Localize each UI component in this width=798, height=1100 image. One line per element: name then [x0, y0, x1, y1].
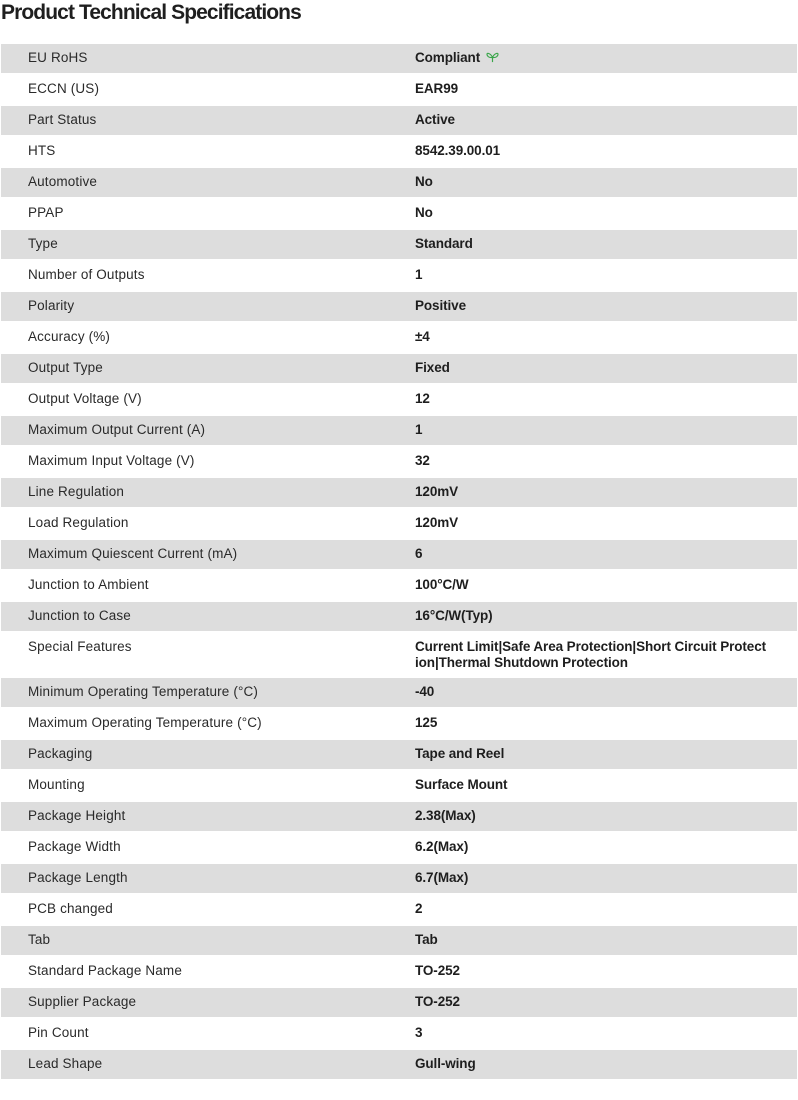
- spec-row-maximum-output-current-a: [1, 416, 797, 445]
- spec-value-cell: [389, 926, 797, 955]
- spec-row-line-regulation: [1, 478, 797, 507]
- spec-value-cell: [389, 678, 797, 707]
- spec-value: 125: [415, 715, 438, 730]
- spec-value-cell: [389, 230, 797, 259]
- spec-row-number-of-outputs: [1, 259, 797, 292]
- spec-label: Line Regulation: [28, 484, 125, 499]
- spec-value: No: [415, 174, 433, 189]
- spec-value: 100°C/W: [415, 577, 469, 592]
- spec-label: Package Height: [28, 808, 126, 823]
- spec-label: Mounting: [28, 777, 85, 792]
- spec-row-pcb-changed: [1, 893, 797, 926]
- spec-label: Automotive: [28, 174, 98, 189]
- spec-row-ppap: [1, 197, 797, 230]
- spec-row-maximum-operating-temperature-c: [1, 707, 797, 740]
- spec-value-cell: [389, 321, 797, 354]
- spec-value-cell: [389, 864, 797, 893]
- spec-value-cell: [389, 197, 797, 230]
- spec-label: Supplier Package: [28, 994, 137, 1009]
- spec-label: ECCN (US): [28, 81, 100, 96]
- spec-row-supplier-package: [1, 988, 797, 1017]
- spec-row-automotive: [1, 168, 797, 197]
- spec-label: PCB changed: [28, 901, 113, 916]
- spec-label: Output Voltage (V): [28, 391, 142, 406]
- spec-value: Tape and Reel: [415, 746, 505, 761]
- spec-row-polarity: [1, 292, 797, 321]
- spec-value-cell: [389, 1050, 797, 1079]
- spec-value: 16°C/W(Typ): [415, 608, 493, 623]
- spec-value: 12: [415, 391, 430, 406]
- spec-row-junction-to-ambient: [1, 569, 797, 602]
- spec-value-cell: [389, 135, 797, 168]
- spec-value: 2.38(Max): [415, 808, 476, 823]
- spec-row-mounting: [1, 769, 797, 802]
- spec-label: Output Type: [28, 360, 103, 375]
- spec-row-maximum-quiescent-current-ma: [1, 540, 797, 569]
- spec-row-maximum-input-voltage-v: [1, 445, 797, 478]
- spec-label: Maximum Output Current (A): [28, 422, 206, 437]
- spec-value: 2: [415, 901, 423, 916]
- spec-label: Junction to Ambient: [28, 577, 149, 592]
- spec-value-cell: [389, 106, 797, 135]
- spec-value-cell: [389, 707, 797, 740]
- spec-value-cell: [389, 292, 797, 321]
- spec-value: Fixed: [415, 360, 450, 375]
- spec-row-packaging: [1, 740, 797, 769]
- spec-label: Maximum Quiescent Current (mA): [28, 546, 238, 561]
- spec-row-package-length: [1, 864, 797, 893]
- spec-label: Pin Count: [28, 1025, 89, 1040]
- spec-value-cell: [389, 602, 797, 631]
- spec-row-package-width: [1, 831, 797, 864]
- spec-value-cell: [389, 955, 797, 988]
- spec-value-cell: [389, 507, 797, 540]
- spec-value-cell: [389, 73, 797, 106]
- spec-label: Maximum Input Voltage (V): [28, 453, 195, 468]
- spec-row-load-regulation: [1, 507, 797, 540]
- spec-row-accuracy: [1, 321, 797, 354]
- spec-row-lead-shape: [1, 1050, 797, 1079]
- spec-label: Load Regulation: [28, 515, 129, 530]
- spec-value: 120mV: [415, 484, 459, 499]
- spec-value-cell: [389, 383, 797, 416]
- spec-label: Standard Package Name: [28, 963, 182, 978]
- spec-row-junction-to-case: [1, 602, 797, 631]
- spec-row-tab: [1, 926, 797, 955]
- spec-value: Compliant: [415, 50, 481, 65]
- spec-label: Junction to Case: [28, 608, 131, 623]
- spec-label: Special Features: [28, 639, 132, 654]
- spec-value: -40: [415, 684, 435, 699]
- spec-value: No: [415, 205, 433, 220]
- spec-label: EU RoHS: [28, 50, 88, 65]
- spec-value-cell: [389, 569, 797, 602]
- spec-row-hts: [1, 135, 797, 168]
- spec-value-cell: [389, 540, 797, 569]
- spec-row-output-type: [1, 354, 797, 383]
- spec-value: EAR99: [415, 81, 459, 96]
- spec-value-cell: [389, 478, 797, 507]
- spec-value: 1: [415, 422, 423, 437]
- spec-value-cell: [389, 988, 797, 1017]
- spec-value: Positive: [415, 298, 466, 313]
- spec-row-package-height: [1, 802, 797, 831]
- spec-row-standard-package-name: [1, 955, 797, 988]
- spec-value: Active: [415, 112, 455, 127]
- spec-table-body: [1, 44, 797, 1079]
- spec-label: Maximum Operating Temperature (°C): [28, 715, 262, 730]
- spec-value: Standard: [415, 236, 473, 251]
- spec-value-cell: [389, 259, 797, 292]
- spec-row-eccn-us: [1, 73, 797, 106]
- spec-value-cell: [389, 445, 797, 478]
- spec-row-output-voltage-v: [1, 383, 797, 416]
- spec-label: Type: [28, 236, 58, 251]
- spec-label: Package Width: [28, 839, 121, 854]
- spec-label: HTS: [28, 143, 56, 158]
- spec-value: Surface Mount: [415, 777, 508, 792]
- spec-value-cell: [389, 416, 797, 445]
- spec-value-cell: [389, 831, 797, 864]
- leaf-icon: [486, 52, 499, 63]
- spec-value-cell: [389, 168, 797, 197]
- spec-value-cell: [389, 769, 797, 802]
- spec-label: Part Status: [28, 112, 97, 127]
- spec-value-cell: [389, 740, 797, 769]
- spec-row-special-features: [1, 631, 797, 678]
- spec-label: Lead Shape: [28, 1056, 103, 1071]
- spec-row-minimum-operating-temperature-c: [1, 678, 797, 707]
- spec-value: 3: [415, 1025, 423, 1040]
- spec-value: 32: [415, 453, 430, 468]
- spec-value-cell: [389, 354, 797, 383]
- spec-value: 120mV: [415, 515, 459, 530]
- spec-value-cell: [389, 893, 797, 926]
- spec-label: Packaging: [28, 746, 93, 761]
- spec-value: TO-252: [415, 963, 460, 978]
- spec-value: Current Limit|Safe Area Protection|Short Circuit Protection|Thermal Shutdown Protection: [415, 639, 767, 670]
- spec-value: 1: [415, 267, 423, 282]
- spec-value-cell: [389, 631, 797, 678]
- spec-label: PPAP: [28, 205, 64, 220]
- spec-value-cell: [389, 802, 797, 831]
- spec-row-type: [1, 230, 797, 259]
- spec-label: Package Length: [28, 870, 128, 885]
- page-title: Product Technical Specifications: [1, 1, 301, 24]
- spec-value: Gull-wing: [415, 1056, 476, 1071]
- spec-value: ±4: [415, 329, 430, 344]
- spec-label: Tab: [28, 932, 51, 947]
- spec-value: 8542.39.00.01: [415, 143, 501, 158]
- spec-row-pin-count: [1, 1017, 797, 1050]
- spec-label: Accuracy (%): [28, 329, 111, 344]
- spec-label: Polarity: [28, 298, 75, 313]
- spec-table: [1, 44, 797, 1079]
- spec-value: 6.7(Max): [415, 870, 469, 885]
- spec-row-part-status: [1, 106, 797, 135]
- spec-value: 6: [415, 546, 423, 561]
- spec-value: TO-252: [415, 994, 460, 1009]
- spec-value-cell: [389, 1017, 797, 1050]
- spec-value-cell: [389, 44, 797, 73]
- spec-label: Minimum Operating Temperature (°C): [28, 684, 259, 699]
- spec-label: Number of Outputs: [28, 267, 145, 282]
- spec-row-eu-rohs: [1, 44, 797, 73]
- spec-value: Tab: [415, 932, 438, 947]
- spec-value: 6.2(Max): [415, 839, 469, 854]
